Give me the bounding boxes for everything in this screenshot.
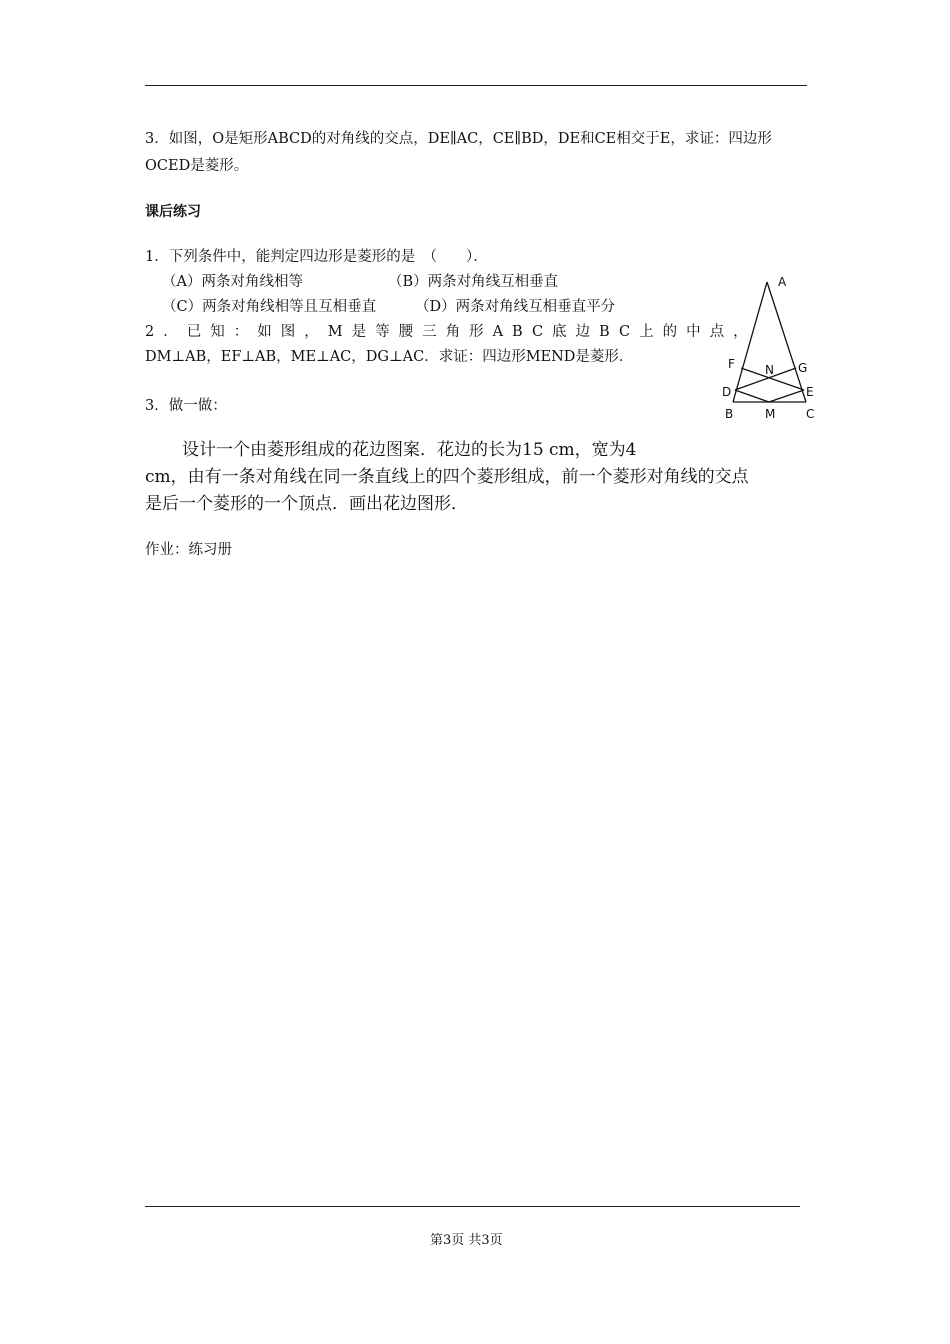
- page-number-footer: 第3页 共3页: [430, 1233, 503, 1248]
- exercise-2-line-2: DM⊥AB，EF⊥AB，ME⊥AC，DG⊥AC．求证：四边形MEND是菱形．: [145, 349, 634, 365]
- label-g: G: [798, 361, 808, 375]
- label-c: C: [806, 407, 815, 421]
- exercise-1-option-c: （C）两条对角线相等且互相垂直: [162, 299, 377, 315]
- exercise-1-stem: 1．下列条件中，能判定四边形是菱形的是 （ ）．: [145, 249, 488, 265]
- exercise-3-line-1: 设计一个由菱形组成的花边图案．花边的长为15 cm，宽为4: [182, 440, 637, 460]
- label-m: M: [765, 407, 776, 421]
- label-f: F: [728, 357, 735, 371]
- segment-me: [769, 390, 804, 402]
- exercise-1-option-a: （A）两条对角线相等: [162, 274, 303, 290]
- homework-note: 作业：练习册: [145, 542, 232, 558]
- label-n: N: [765, 363, 774, 377]
- problem-3-line-2: OCED是菱形。: [145, 158, 249, 174]
- exercise-3-title: 3．做一做：: [145, 398, 227, 414]
- exercise-3-line-3: 是后一个菱形的一个顶点．画出花边图形．: [145, 494, 468, 514]
- exercise-1-option-d: （D）两条对角线互相垂直平分: [415, 299, 616, 315]
- header-rule: [145, 85, 807, 86]
- exercise-2-line-1: 2．已知：如图，M是等腰三角形ABC底边BC上的中点，: [145, 324, 757, 340]
- exercise-1-option-b: （B）两条对角线互相垂直: [388, 274, 559, 290]
- exercise-3-line-2: cm，由有一条对角线在同一条直线上的四个菱形组成，前一个菱形对角线的交点: [145, 467, 749, 487]
- segment-dm: [735, 390, 769, 402]
- label-b: B: [725, 407, 734, 421]
- footer-rule: [145, 1206, 800, 1207]
- section-title: 课后练习: [145, 204, 201, 220]
- label-d: D: [722, 385, 732, 399]
- problem-3-line-1: 3．如图，O是矩形ABCD的对角线的交点，DE∥AC，CE∥BD，DE和CE相交于E，求证：四边形: [145, 131, 772, 147]
- isosceles-triangle-figure: [718, 272, 828, 422]
- label-a: A: [778, 275, 787, 289]
- label-e: E: [806, 385, 814, 399]
